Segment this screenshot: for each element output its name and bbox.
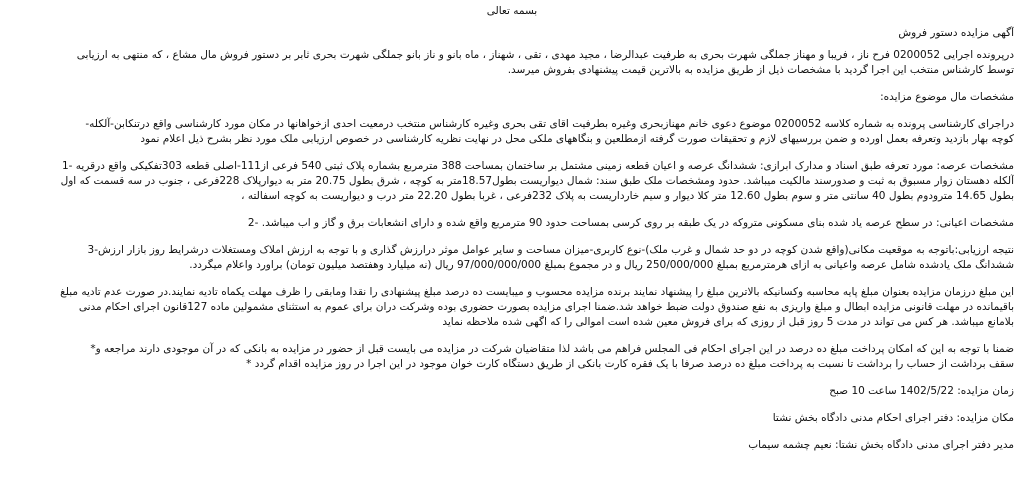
terms-line: این مبلغ درزمان مزایده بعنوان مبلغ پایه محاسبه وکسانیکه بالاترین مبلغ را پیشنهاد نمایند برنده مزایده محسوب و میبایست ده درصد مبلغ پیشنهادی را نقدا ومابقی را ظرف مهلت یکماه تادیه نمایند.در صورت عدم تادیه مبلغ — [60, 286, 1014, 298]
expert-report-paragraph — [10, 117, 1014, 147]
intro-line: توسط کارشناس منتخب این اجرا گردید با مشخصات ذیل از طریق مزایده به بالاترین قیمت پیشنهادی بفروش میرسد. — [507, 64, 1014, 76]
auction-place: مکان مزایده: دفتر اجرای احکام مدنی دادگاه بخش نشتا — [772, 412, 1014, 424]
report-line: دراجرای کارشناسی پرونده به شماره کلاسه 0200052 موضوع دعوی خانم مهنازبحری وغیره بطرفیت اقای تقی بحری وغیره کارشناس منتخب درمعیت احدی ازخواهانها در مکان مورد کارشناسی واقع درتنکابن-آلکله- — [85, 118, 1014, 130]
report-line: کوچه بهار بازدید وتعرفه بعمل اورده و ضمن بررسیهای لازم و تحقیقات صورت گرفته ازمطلعین و بنگاههای ملکی محل در نهایت نظریه کارشناسی در خصوص ارزیابی ملک مورد نظر بشرح ذیل اعلام نمود — [140, 133, 1014, 145]
document-header: بسمه تعالی — [486, 5, 538, 17]
terms-line: بلامانع میباشد. هر کس می تواند در مدت 5 روز قبل از روزی که برای فروش معین شده است اموالی را که اگهی شده ملاحظه نماید — [442, 316, 1014, 328]
building-specs-line: مشخصات اعیانی: در سطح عرصه یاد شده بنای مسکونی متروکه در یک طبقه بر روی کرسی بمساحت حدود 90 مترمربع واقع شده و دارای انشعابات برق و گاز و اب میباشد. -2 — [247, 217, 1014, 229]
valuation-paragraph — [10, 243, 1014, 273]
auction-time: زمان مزایده: 1402/5/22 ساعت 10 صبح — [829, 385, 1014, 397]
terms-line: باقیمانده در مهلت قانونی مزایده ابطال و مبلغ واریزی به نفع صندوق دولت ضبط خواهد شد.ضمنا اجرای مزایده بصورت حضوری بوده وشرکت دران برای عموم به استثنای مشمولین ماده 127قانون اجرای احکام مدنی — [78, 301, 1014, 313]
land-specs-line: مشخصات عرصه: مورد تعرفه طبق اسناد و مدارک ابرازی: ششدانگ عرصه و اعیان قطعه زمینی مشتمل بر ساختمان بمساحت 388 مترمربع بشماره پلاک ثبتی 540 فرعی از111-اصلی قطعه 303تفکیکی واقع درقریه -1 — [61, 160, 1014, 172]
valuation-line: ششدانگ ملک یادشده شامل عرصه واعیانی به ازای هرمترمربع بمبلغ 250/000/000 ریال و در مجموع بمبلغ 97/000/000/000 ریال (نه میلیارد وهفتصد میلیون تومان) براورد واعلام میگردد. — [189, 259, 1014, 271]
note-line: ضمنا با توجه به این که امکان پرداخت مبلغ ده درصد در این اجرای احکام فی المجلس فراهم می باشد لذا متقاضیان شرکت در مزایده می بایست قبل از حضور در مزایده به بانکی که در آن موجودی دارند مراجعه و* — [90, 343, 1014, 355]
terms-paragraph — [10, 285, 1014, 330]
land-specs-line: بطول 14.65 مترودوم بطول 40 سانتی متر و سوم بطول 12.60 متر کلا دیوار و سیم خارداریست به پلاک 232فرعی ، غربا بطول 22.20 متر درب و دیواریست به کوچه اسفالته ، — [241, 190, 1014, 202]
payment-note-paragraph — [10, 342, 1014, 372]
section-title: مشخصات مال موضوع مزایده: — [880, 91, 1014, 103]
note-line: سقف برداشت از حساب را برداشت تا نسبت به پرداخت مبلغ ده درصد صرفا با یک فقره کارت بانکی از طریق دستگاه کارت خوان موجود در این اجرا در روز مزایده اقدام گردد * — [246, 358, 1014, 370]
signature-line: مدیر دفتر اجرای مدنی دادگاه بخش نشتا: نعیم چشمه سیماب — [748, 439, 1014, 451]
land-specs-paragraph — [10, 159, 1014, 204]
notice-title: آگهی مزایده دستور فروش — [898, 27, 1014, 39]
valuation-line: نتیجه ارزیابی:باتوجه به موقعیت مکانی(واقع شدن کوچه در دو حد شمال و غرب ملک)-نوع کاربری-میزان مساحت و سایر عوامل موثر درارزش گذاری و با توجه به ارزش املاک ومستغلات درشرایط روز بازار ارزش-3 — [87, 244, 1014, 256]
land-specs-line: آلکله دهستان زوار مسبوق به ثبت و صدورسند مالکیت میباشد. حدود ومشخصات ملک طبق سند: شمال دیواریست بطول18.57متر به کوچه ، شرق بطول 20.75 متر به دیوارپلاک 228فرعی ، جنوب در سه قسمت که اول — [60, 175, 1014, 187]
intro-paragraph — [10, 48, 1014, 78]
intro-line: درپرونده اجرایی 0200052 فرح ناز ، فریبا و مهناز جملگی شهرت بحری به طرفیت عبدالرضا ، مجید مهدی ، تقی ، شهناز ، ماه بانو و ناز بانو جملگی شهرت بحری ثابر بر دستور فروش مال مشاع ، که منتهی به ارزیابی — [76, 49, 1014, 61]
